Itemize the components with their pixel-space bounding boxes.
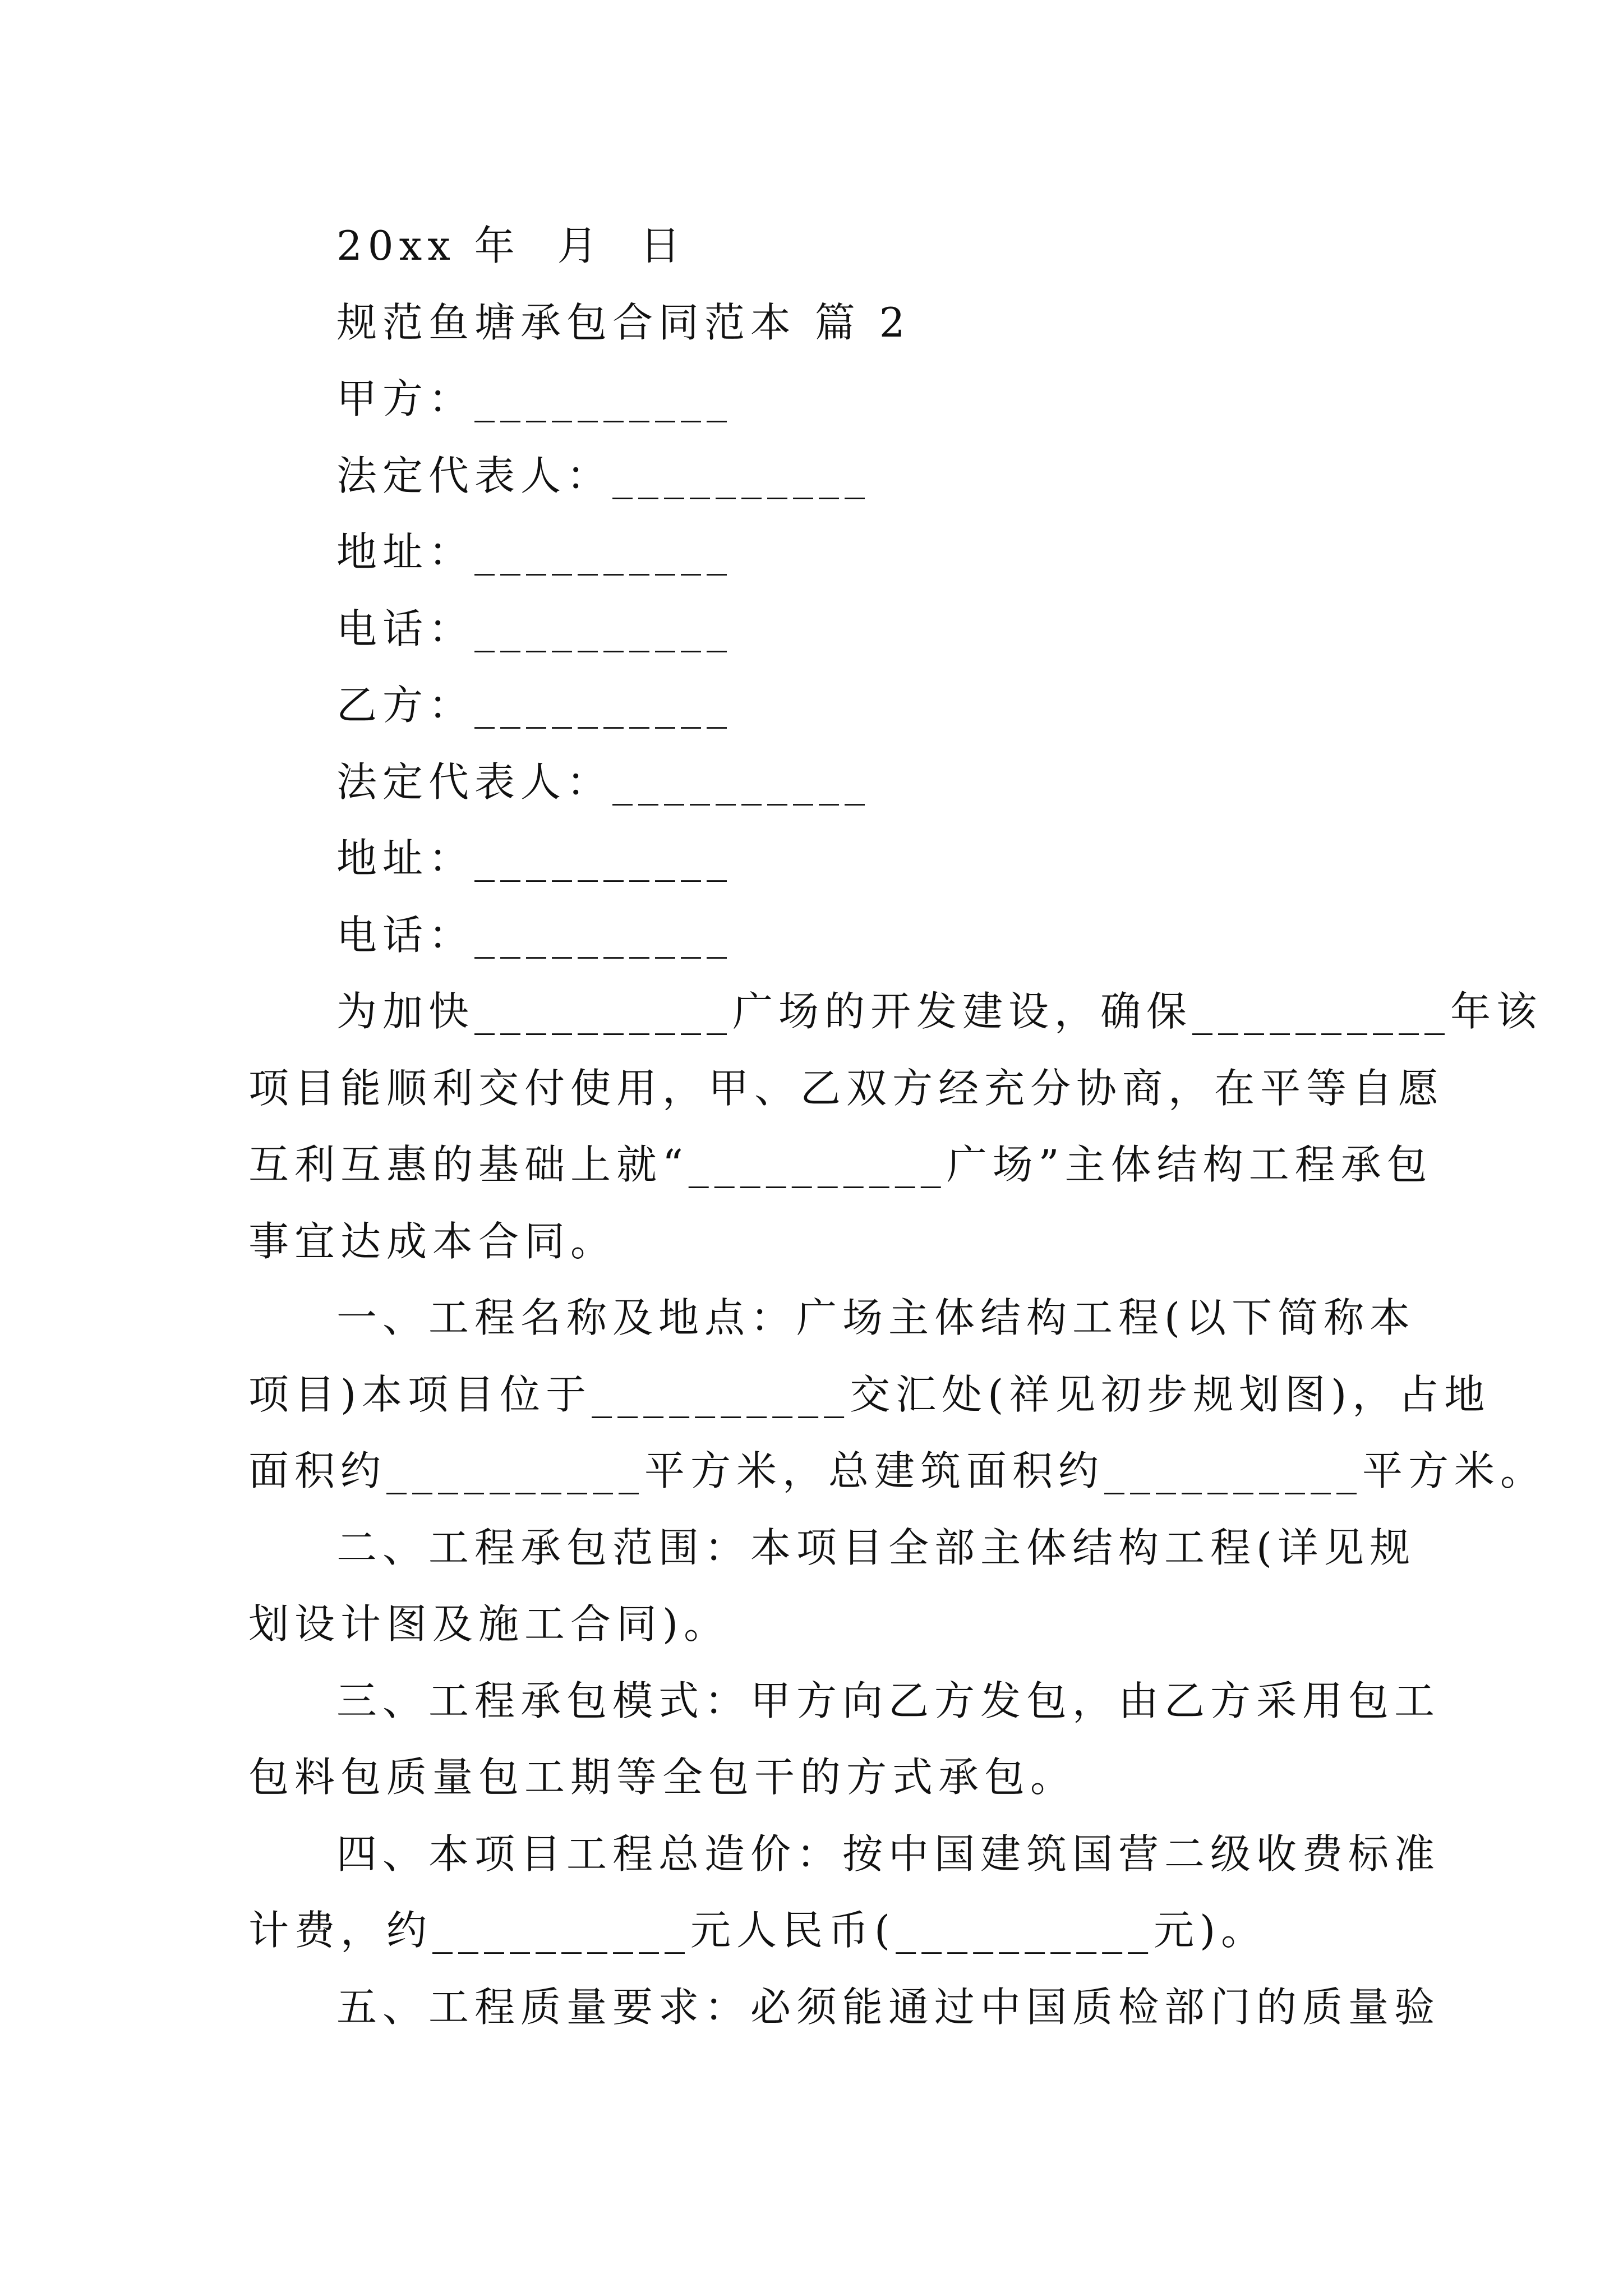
party-a-address: 地址：__________ xyxy=(336,528,733,576)
party-b-representative: 法定代表人：__________ xyxy=(336,758,871,806)
document-title: 规范鱼塘承包合同范本 篇 2 xyxy=(336,299,911,346)
paragraph-line: 事宜达成本合同。 xyxy=(248,1218,617,1265)
party-a-label: 甲方：__________ xyxy=(336,375,733,422)
paragraph-line: 项目能顺利交付使用，甲、乙双方经充分协商，在平等自愿 xyxy=(248,1065,1445,1112)
paragraph-line: 互利互惠的基础上就“__________广场”主体结构工程承包 xyxy=(248,1141,1433,1188)
paragraph-line: 四、本项目工程总造价：按中国建筑国营二级收费标准 xyxy=(336,1830,1441,1878)
party-a-representative: 法定代表人：__________ xyxy=(336,452,871,499)
paragraph-line: 划设计图及施工合同)。 xyxy=(248,1600,730,1648)
paragraph-line: 面积约__________平方米，总建筑面积约__________平方米。 xyxy=(248,1447,1547,1494)
paragraph-line: 一、工程名称及地点：广场主体结构工程(以下简称本 xyxy=(336,1294,1416,1341)
date-line: 20xx 年 月 日 xyxy=(336,222,686,269)
paragraph-line: 为加快__________广场的开发建设，确保__________年该 xyxy=(336,988,1543,1035)
paragraph-line: 五、工程质量要求：必须能通过中国质检部门的质量验 xyxy=(336,1984,1441,2031)
paragraph-line: 项目)本项目位于__________交汇处(祥见初步规划图)，占地 xyxy=(248,1371,1491,1418)
party-b-label: 乙方：__________ xyxy=(336,682,733,729)
paragraph-line: 三、工程承包模式：甲方向乙方发包，由乙方采用包工 xyxy=(336,1677,1441,1724)
party-a-phone: 电话：__________ xyxy=(336,605,733,652)
paragraph-line: 包料包质量包工期等全包干的方式承包。 xyxy=(248,1754,1077,1801)
party-b-phone: 电话：__________ xyxy=(336,912,733,959)
paragraph-line: 二、工程承包范围：本项目全部主体结构工程(详见规 xyxy=(336,1524,1416,1571)
paragraph-line: 计费，约__________元人民币(__________元)。 xyxy=(248,1907,1267,1954)
party-b-address: 地址：__________ xyxy=(336,835,733,882)
